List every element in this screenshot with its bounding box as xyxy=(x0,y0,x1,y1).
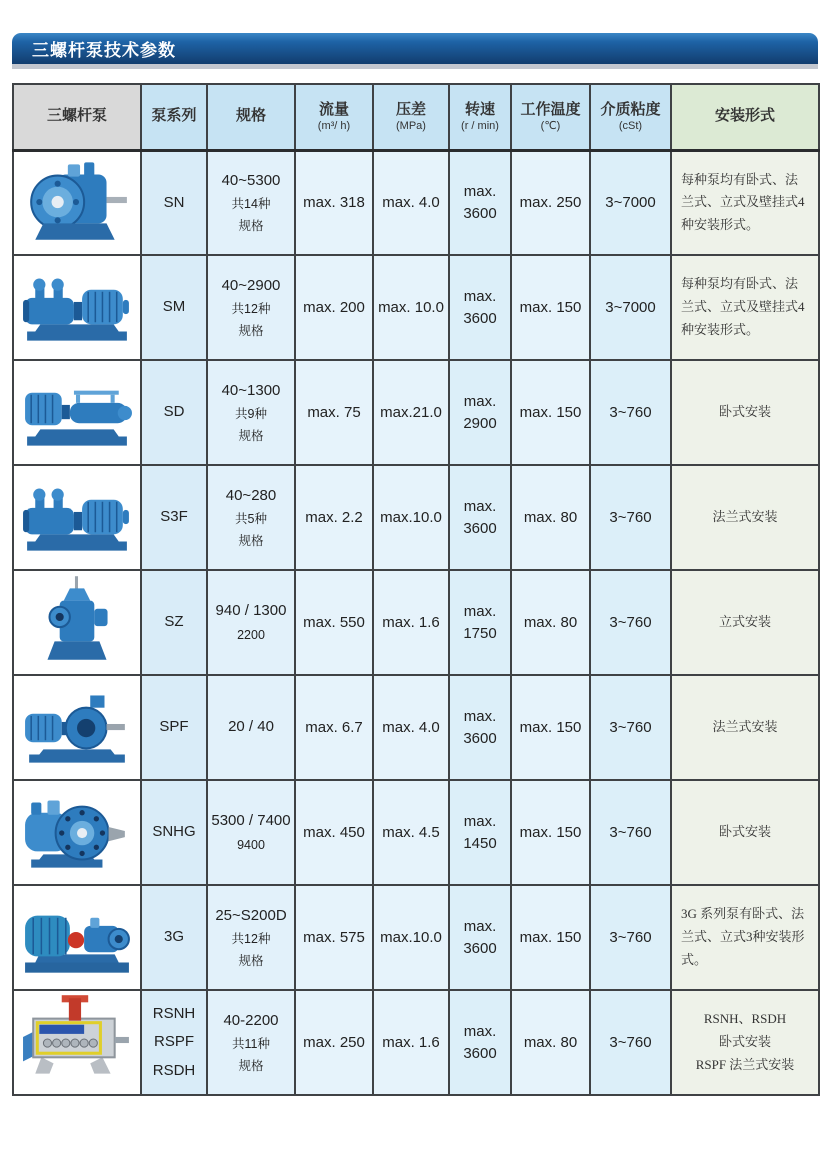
header-pressure-unit: (MPa) xyxy=(396,119,426,132)
table-body xyxy=(13,150,819,1095)
viscosity-cell: 3~760 xyxy=(590,780,671,885)
series-cell: SNHG xyxy=(141,780,207,885)
header-pump-label: 三螺杆泵 xyxy=(46,107,107,125)
spec-cell: 40~5300 共14种 规格 xyxy=(207,150,295,255)
temperature-cell: max. 150 xyxy=(511,255,590,360)
install-cell: RSNH、RSDH 卧式安装 RSPF 法兰式安装 xyxy=(671,990,819,1095)
pressure-cell: max. 4.5 xyxy=(373,780,449,885)
viscosity-cell: 3~760 xyxy=(590,570,671,675)
pump-image-cell xyxy=(13,150,141,255)
header-row xyxy=(13,84,819,150)
pump-image-cell xyxy=(13,465,141,570)
temperature-cell: max. 250 xyxy=(511,150,590,255)
flow-cell: max. 450 xyxy=(295,780,373,885)
title-bar-underline xyxy=(12,64,818,69)
snhg-pump-image xyxy=(21,784,133,876)
header-pump xyxy=(13,84,141,150)
speed-cell: max. 2900 xyxy=(449,360,511,465)
table-row xyxy=(13,885,819,990)
flow-cell: max. 550 xyxy=(295,570,373,675)
table-row xyxy=(13,675,819,780)
page-title: 三螺杆泵技术参数 xyxy=(32,41,176,60)
speed-cell: max. 3600 xyxy=(449,255,511,360)
flow-cell: max. 200 xyxy=(295,255,373,360)
viscosity-cell: 3~7000 xyxy=(590,150,671,255)
header-viscosity-label: 介质粘度 xyxy=(600,100,661,118)
spec-cell: 940 / 1300 2200 xyxy=(207,570,295,675)
3g-pump-image xyxy=(21,889,133,981)
install-cell: 法兰式安装 xyxy=(671,465,819,570)
temperature-cell: max. 80 xyxy=(511,990,590,1095)
pressure-cell: max.21.0 xyxy=(373,360,449,465)
header-flow-label: 流量 xyxy=(318,100,349,118)
header-pressure-label: 压差 xyxy=(395,100,426,118)
speed-cell: max. 1450 xyxy=(449,780,511,885)
table-row xyxy=(13,990,819,1095)
header-viscosity xyxy=(590,84,671,150)
spec-cell: 5300 / 7400 9400 xyxy=(207,780,295,885)
speed-cell: max. 3600 xyxy=(449,465,511,570)
title-bar xyxy=(12,33,818,64)
pressure-cell: max. 4.0 xyxy=(373,675,449,780)
header-temperature-label: 工作温度 xyxy=(520,100,581,118)
speed-cell: max. 1750 xyxy=(449,570,511,675)
viscosity-cell: 3~760 xyxy=(590,360,671,465)
sm-pump-image xyxy=(21,259,133,351)
install-cell: 每种泵均有卧式、法兰式、立式及壁挂式4种安装形式。 xyxy=(671,150,819,255)
series-cell: SN xyxy=(141,150,207,255)
pressure-cell: max. 1.6 xyxy=(373,570,449,675)
viscosity-cell: 3~760 xyxy=(590,675,671,780)
pump-parameters-table xyxy=(12,83,820,1096)
speed-cell: max. 3600 xyxy=(449,150,511,255)
viscosity-cell: 3~760 xyxy=(590,465,671,570)
speed-cell: max. 3600 xyxy=(449,990,511,1095)
header-speed-unit: (r / min) xyxy=(461,119,499,132)
table-row xyxy=(13,255,819,360)
install-cell: 卧式安装 xyxy=(671,360,819,465)
spec-cell: 40~2900 共12种 规格 xyxy=(207,255,295,360)
temperature-cell: max. 80 xyxy=(511,570,590,675)
install-cell: 立式安装 xyxy=(671,570,819,675)
header-spec xyxy=(207,84,295,150)
temperature-cell: max. 150 xyxy=(511,885,590,990)
speed-cell: max. 3600 xyxy=(449,885,511,990)
sd-pump-image xyxy=(21,364,133,456)
rs-cutaway-pump-image xyxy=(21,994,133,1086)
pump-image-cell xyxy=(13,990,141,1095)
s3f-pump-image xyxy=(21,469,133,561)
temperature-cell: max. 150 xyxy=(511,780,590,885)
header-spec-label: 规格 xyxy=(235,107,266,125)
pump-image-cell xyxy=(13,255,141,360)
viscosity-cell: 3~760 xyxy=(590,885,671,990)
series-cell: SM xyxy=(141,255,207,360)
series-cell: RSNH RSPF RSDH xyxy=(141,990,207,1095)
flow-cell: max. 6.7 xyxy=(295,675,373,780)
spec-cell: 25~S200D 共12种 规格 xyxy=(207,885,295,990)
install-cell: 3G 系列泵有卧式、法兰式、立式3种安装形式。 xyxy=(671,885,819,990)
pressure-cell: max. 4.0 xyxy=(373,150,449,255)
table-row xyxy=(13,360,819,465)
header-temperature xyxy=(511,84,590,150)
series-cell: SPF xyxy=(141,675,207,780)
header-viscosity-unit: (cSt) xyxy=(618,119,643,132)
temperature-cell: max. 150 xyxy=(511,675,590,780)
temperature-cell: max. 80 xyxy=(511,465,590,570)
table-row xyxy=(13,465,819,570)
flow-cell: max. 2.2 xyxy=(295,465,373,570)
series-cell: 3G xyxy=(141,885,207,990)
spec-cell: 40~280 共5种 规格 xyxy=(207,465,295,570)
sn-pump-image xyxy=(21,154,133,246)
table-row xyxy=(13,150,819,255)
flow-cell: max. 75 xyxy=(295,360,373,465)
spec-cell: 40-2200 共11种 规格 xyxy=(207,990,295,1095)
header-series xyxy=(141,84,207,150)
series-cell: S3F xyxy=(141,465,207,570)
header-flow xyxy=(295,84,373,150)
sz-pump-image xyxy=(21,574,133,666)
install-cell: 法兰式安装 xyxy=(671,675,819,780)
pump-image-cell xyxy=(13,780,141,885)
pump-image-cell xyxy=(13,570,141,675)
header-temperature-unit: (℃) xyxy=(540,119,561,132)
install-cell: 每种泵均有卧式、法兰式、立式及壁挂式4种安装形式。 xyxy=(671,255,819,360)
pump-image-cell xyxy=(13,360,141,465)
header-speed-label: 转速 xyxy=(464,100,495,118)
table-row xyxy=(13,570,819,675)
header-pressure xyxy=(373,84,449,150)
temperature-cell: max. 150 xyxy=(511,360,590,465)
header-flow-unit: (m³/ h) xyxy=(317,119,351,132)
pump-image-cell xyxy=(13,675,141,780)
viscosity-cell: 3~760 xyxy=(590,990,671,1095)
spf-pump-image xyxy=(21,679,133,771)
table-row xyxy=(13,780,819,885)
pressure-cell: max. 10.0 xyxy=(373,255,449,360)
pressure-cell: max.10.0 xyxy=(373,885,449,990)
viscosity-cell: 3~7000 xyxy=(590,255,671,360)
header-series-label: 泵系列 xyxy=(151,107,197,125)
pressure-cell: max.10.0 xyxy=(373,465,449,570)
flow-cell: max. 318 xyxy=(295,150,373,255)
flow-cell: max. 575 xyxy=(295,885,373,990)
header-install-label: 安装形式 xyxy=(714,107,775,125)
install-cell: 卧式安装 xyxy=(671,780,819,885)
spec-cell: 40~1300 共9种 规格 xyxy=(207,360,295,465)
speed-cell: max. 3600 xyxy=(449,675,511,780)
header-install xyxy=(671,84,819,150)
pump-image-cell xyxy=(13,885,141,990)
flow-cell: max. 250 xyxy=(295,990,373,1095)
spec-cell: 20 / 40 xyxy=(207,675,295,780)
header-speed xyxy=(449,84,511,150)
series-cell: SD xyxy=(141,360,207,465)
series-cell: SZ xyxy=(141,570,207,675)
pressure-cell: max. 1.6 xyxy=(373,990,449,1095)
